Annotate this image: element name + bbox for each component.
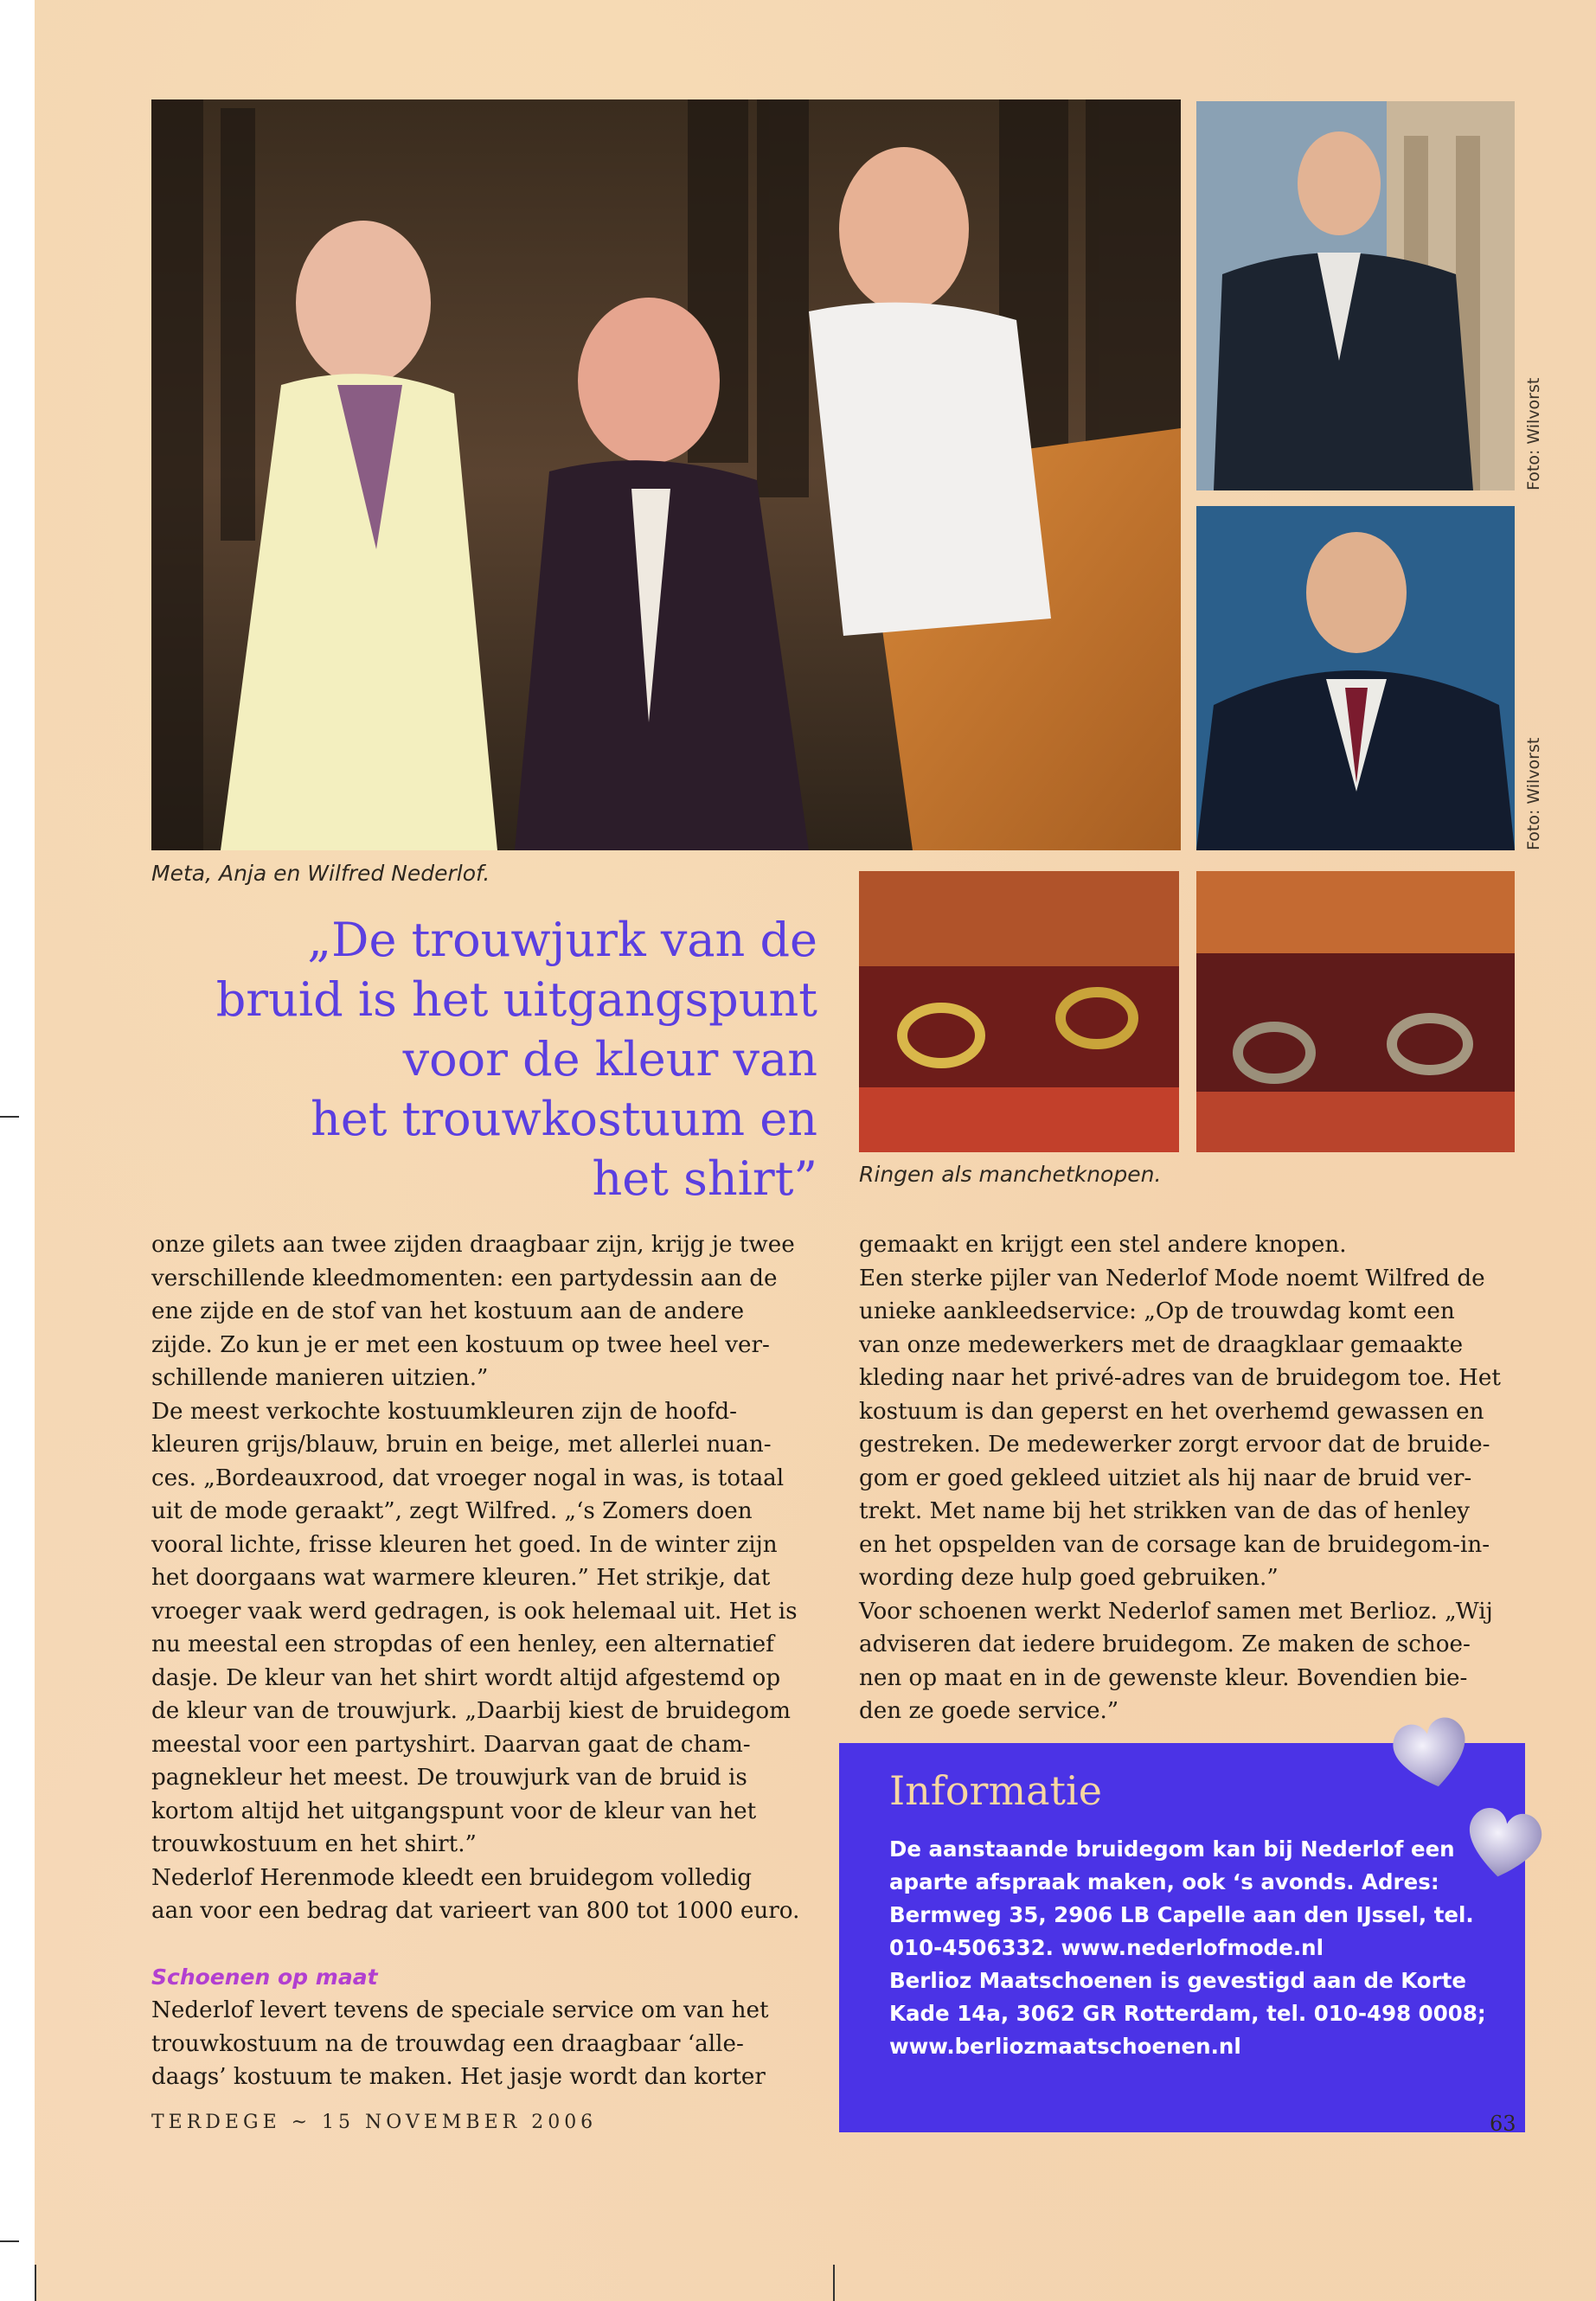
body-line: trouwkostuum en het shirt.” [151,1831,477,1857]
body-line: uit de mode geraakt”, zegt Wilfred. „‘s Zomers doen [151,1498,753,1524]
body-line: trekt. Met name bij het strikken van de das of henley [859,1498,1470,1524]
pull-quote-line: het shirt” [592,1151,817,1206]
body-line: daags’ kostuum te maken. Het jasje wordt dan korter [151,2064,766,2090]
pull-quote-line: voor de kleur van [402,1032,817,1086]
body-line: adviseren dat iedere bruidegom. Ze maken de schoe- [859,1631,1471,1657]
body-line: vooral lichte, frisse kleuren het goed. In de winter zijn [151,1531,778,1558]
groom-photo-top [1196,101,1515,490]
section-subheading: Schoenen op maat [151,1964,378,1990]
left-column [151,1228,817,2094]
heart-icon [1460,1801,1547,1883]
body-line: het doorgaans wat warmere kleuren.” Het strikje, dat [151,1565,771,1591]
body-line: nen op maat en in de gewenste kleur. Bovendien bie- [859,1664,1468,1691]
body-line: trouwkostuum na de trouwdag een draagbaar ‘alle- [151,2030,744,2057]
info-line: www.berliozmaatschoenen.nl [889,2034,1241,2059]
crop-mark [35,2265,36,2301]
body-line: Nederlof levert tevens de speciale service om van het [151,1997,769,2023]
body-line: vroeger vaak werd gedragen, is ook helemaal uit. Het is [151,1598,798,1625]
body-line: dasje. De kleur van het shirt wordt altijd afgestemd op [151,1664,781,1691]
pull-quote-line: bruid is het uitgangspunt [215,972,817,1027]
body-line: kostuum is dan geperst en het overhemd gewassen en [859,1398,1484,1425]
body-line: de kleur van de trouwjurk. „Daarbij kiest de bruidegom [151,1698,791,1724]
body-line: verschillende kleedmomenten: een partydessin aan de [151,1265,778,1292]
info-line: Bermweg 35, 2906 LB Capelle aan den IJssel, tel. [889,1902,1474,1927]
body-line: kortom altijd het uitgangspunt voor de kleur van het [151,1798,757,1824]
info-line: De aanstaande bruidegom kan bij Nederlof een [889,1836,1455,1862]
body-line: De meest verkochte kostuumkleuren zijn de hoofd- [151,1398,738,1425]
body-line: meestal voor een partyshirt. Daarvan gaat de cham- [151,1731,751,1758]
pull-quote-line: het trouwkostuum en [311,1092,817,1146]
photo-credit: Foto: Wilvorst [1524,377,1543,490]
body-line: Voor schoenen werkt Nederlof samen met Berlioz. „Wij [859,1598,1493,1625]
body-line: Een sterke pijler van Nederlof Mode noemt Wilfred de [859,1265,1485,1292]
right-column [859,1228,1525,1728]
pull-quote-line: „De trouwjurk van de [307,913,817,967]
pull-quote [169,910,817,1208]
photo-credit: Foto: Wilvorst [1524,737,1543,850]
publication-footer: TERDEGE ~ 15 NOVEMBER 2006 [151,2112,598,2133]
body-line: Nederlof Herenmode kleedt een bruidegom volledig [151,1864,752,1891]
body-line: ene zijde en de stof van het kostuum aan de andere [151,1298,745,1324]
body-line: kleding naar het privé-adres van de bruidegom toe. Het [859,1365,1501,1391]
body-line: zijde. Zo kun je er met een kostuum op twee heel ver- [151,1331,770,1358]
body-line: en het opspelden van de corsage kan de bruidegom-in- [859,1531,1490,1558]
body-line: kleuren grijs/blauw, bruin en beige, met allerlei nuan- [151,1432,772,1458]
body-line: wording deze hulp goed gebruiken.” [859,1565,1279,1591]
rings-caption: Ringen als manchetknopen. [859,1162,1162,1187]
info-text [889,1833,1486,2063]
groom-photo-bottom [1196,506,1515,850]
body-line: onze gilets aan twee zijden draagbaar zijn, krijg je twee [151,1232,795,1258]
crop-mark [0,2240,19,2242]
main-photo-caption: Meta, Anja en Wilfred Nederlof. [151,861,490,886]
body-line: nu meestal een stropdas of een henley, een alternatief [151,1631,774,1657]
body-line: ces. „Bordeauxrood, dat vroeger nogal in was, is totaal [151,1465,785,1491]
body-line: gestreken. De medewerker zorgt ervoor dat de bruide- [859,1432,1490,1458]
heart-icon [1388,1711,1475,1793]
body-line: unieke aankleedservice: „Op de trouwdag komt een [859,1298,1455,1324]
crop-mark [0,1116,19,1118]
info-title: Informatie [889,1767,1102,1814]
info-box [839,1743,1525,2132]
body-line: gom er goed gekleed uitziet als hij naar de bruid ver- [859,1465,1472,1491]
body-line: pagnekleur het meest. De trouwjurk van de bruid is [151,1765,747,1791]
body-line: den ze goede service.” [859,1698,1119,1724]
crop-mark [833,2265,835,2301]
info-line: 010-4506332. www.nederlofmode.nl [889,1935,1324,1960]
cufflink-rings-photo-left [859,871,1179,1152]
main-photo [151,99,1181,850]
body-line: van onze medewerkers met de draagklaar gemaakte [859,1331,1464,1358]
body-line: aan voor een bedrag dat varieert van 800 tot 1000 euro. [151,1898,800,1924]
page-number: 63 [1490,2112,1516,2136]
info-line: Kade 14a, 3062 GR Rotterdam, tel. 010-498 0008; [889,2001,1486,2026]
body-line: gemaakt en krijgt een stel andere knopen. [859,1232,1347,1258]
cufflink-rings-photo-right [1196,871,1515,1152]
info-line: aparte afspraak maken, ook ‘s avonds. Adres: [889,1869,1439,1894]
info-line: Berlioz Maatschoenen is gevestigd aan de Korte [889,1968,1467,1993]
body-line: schillende manieren uitzien.” [151,1365,489,1391]
